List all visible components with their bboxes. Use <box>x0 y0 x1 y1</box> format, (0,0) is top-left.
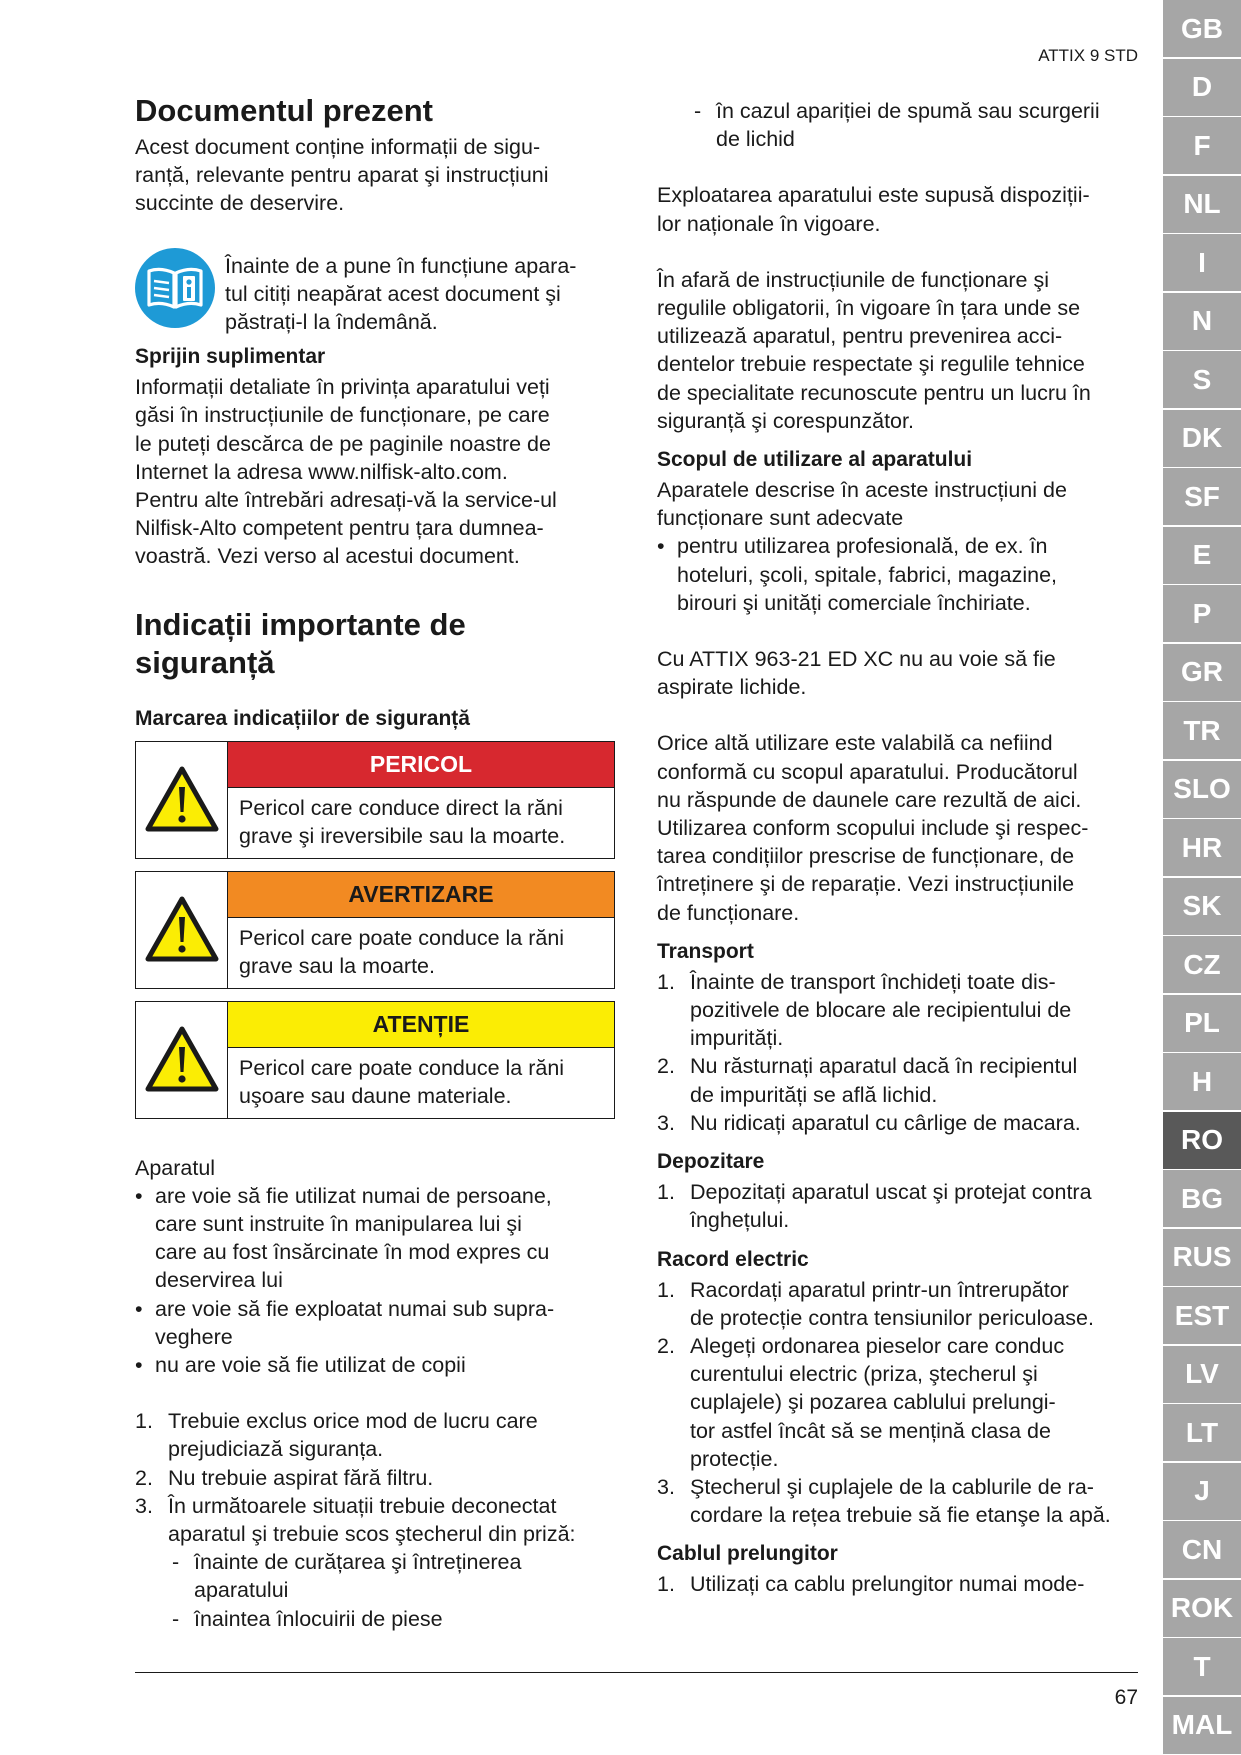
device-label: Aparatul <box>135 1155 216 1180</box>
language-tab-hr[interactable]: HR <box>1163 819 1241 876</box>
purpose-list <box>657 532 1137 617</box>
signal-box-caution <box>135 1001 615 1119</box>
disconnect-situations-continued <box>690 97 1137 153</box>
intro-paragraph: Acest document conține informații de sigu- ranță, relevante pentru aparat şi instrucțiuni succinte de deservire. <box>135 135 549 216</box>
language-tab-ro[interactable]: RO <box>1163 1112 1241 1169</box>
language-tab-t[interactable]: T <box>1163 1638 1241 1695</box>
language-tab-e[interactable]: E <box>1163 527 1241 584</box>
read-manual-text: Înainte de a pune în funcțiune apara- tul citiți neapărat acest document şi păstrați-l la îndemână. <box>225 253 577 335</box>
language-tab-tr[interactable]: TR <box>1163 702 1241 759</box>
transport-heading: Transport <box>657 939 754 963</box>
read-manual-icon <box>135 248 215 328</box>
language-tab-rok[interactable]: ROK <box>1163 1580 1241 1637</box>
electric-heading: Racord electric <box>657 1247 809 1271</box>
cable-list <box>657 1570 1137 1598</box>
storage-heading: Depozitare <box>657 1150 765 1174</box>
language-tab-cz[interactable]: CZ <box>1163 936 1241 993</box>
list-item: • pentru utilizarea profesională, de ex. în hoteluri, şcoli, spitale, fabrici, magazine, birouri şi unități comerciale închiriate. <box>657 532 1137 617</box>
signal-box-danger <box>135 741 615 859</box>
language-tab-est[interactable]: EST <box>1163 1287 1241 1344</box>
accident-prevention-paragraph: În afară de instrucțiunile de funcționare şi regulile obligatorii, în vigoare în țara unde se utilizează aparatul, pentru prevenirea acci- dentelor trebuie respectate şi regulile tehnice de specialitate recunoscute pentru un lucru în siguranță şi corespunzător. <box>657 267 1091 433</box>
national-regulations-paragraph: Exploatarea aparatului este supusă dispoziții- lor naționale în vigoare. <box>657 183 1090 236</box>
list-item: 3. Nu ridicați aparatul cu cârlige de macara. <box>657 1110 1081 1135</box>
list-item: - în cazul apariției de spumă sau scurgerii de lichid <box>690 97 1137 153</box>
language-tab-lv[interactable]: LV <box>1163 1346 1241 1403</box>
purpose-intro: Aparatele descrise în aceste instrucțiuni de funcționare sunt adecvate <box>657 478 1067 531</box>
disconnect-situations-list <box>168 1548 615 1633</box>
language-tab-rus[interactable]: RUS <box>1163 1229 1241 1286</box>
list-item: 2. Nu trebuie aspirat fără filtru. <box>135 1465 434 1490</box>
list-item: - înainte de curățarea şi întreținerea aparatului <box>168 1548 615 1604</box>
list-item: 3. În următoarele situații trebuie deconectat aparatul şi trebuie scos ştecherul din priză: - înainte de curățarea şi întreținerea aparatului - înaintea înlocuirii de piese <box>135 1492 615 1633</box>
language-tab-s[interactable]: S <box>1163 351 1241 408</box>
language-tab-i[interactable]: I <box>1163 234 1241 291</box>
read-manual-note <box>135 252 615 337</box>
list-item: 1. Trebuie exclus orice mod de lucru care prejudiciază siguranța. <box>135 1409 538 1462</box>
marking-heading: Marcarea indicațiilor de siguranță <box>135 706 470 730</box>
warning-triangle-icon <box>136 742 228 858</box>
language-tab-d[interactable]: D <box>1163 59 1241 116</box>
signal-text-danger: Pericol care conduce direct la răni grave şi ireversibile sau la moarte. <box>239 795 566 848</box>
page-number: 67 <box>1114 1686 1138 1709</box>
list-item: 2. Alegeți ordonarea pieselor care conduc curentului electric (priza, ştecherul şi cuplajele) şi pozarea cablului prelungi- tor astfel încât să se mențină clasa de protecție. <box>657 1333 1065 1471</box>
liquids-paragraph: Cu ATTIX 963-21 ED XC nu au voie să fie aspirate lichide. <box>657 647 1056 700</box>
support-heading: Sprijin suplimentar <box>135 345 326 369</box>
list-item: 1. Racordați aparatul printr-un întrerupător de protecție contra tensiunilor periculoase. <box>657 1277 1094 1330</box>
signal-box-warning <box>135 871 615 989</box>
warning-triangle-icon <box>136 1002 228 1118</box>
warning-triangle-icon <box>136 872 228 988</box>
language-tab-pl[interactable]: PL <box>1163 995 1241 1052</box>
device-rules-list <box>135 1182 615 1379</box>
signal-label-warning: AVERTIZARE <box>228 872 614 918</box>
transport-list <box>657 968 1137 1137</box>
signal-word-boxes <box>135 741 615 1119</box>
title-document: Documentul prezent <box>135 93 433 128</box>
title-safety: Indicații importante de siguranță <box>135 606 466 680</box>
list-item: • nu are voie să fie utilizat de copii <box>135 1351 615 1379</box>
language-tab-bg[interactable]: BG <box>1163 1170 1241 1227</box>
language-tab-j[interactable]: J <box>1163 1463 1241 1520</box>
right-column <box>657 97 1137 1599</box>
purpose-heading: Scopul de utilizare al aparatului <box>657 448 973 472</box>
signal-label-caution: ATENȚIE <box>228 1002 614 1048</box>
list-item: 1. Depozitați aparatul uscat şi protejat contra înghețului. <box>657 1180 1092 1233</box>
list-item: 3. Ştecherul şi cuplajele de la cablurile de ra- cordare la rețea trebuie să fie etanşe la apă. <box>657 1474 1111 1528</box>
language-tab-mal[interactable]: MAL <box>1163 1697 1241 1754</box>
language-tab-slo[interactable]: SLO <box>1163 761 1241 818</box>
model-header: ATTIX 9 STD <box>1038 46 1138 65</box>
storage-list <box>657 1178 1137 1234</box>
language-tab-cn[interactable]: CN <box>1163 1521 1241 1578</box>
cable-heading: Cablul prelungitor <box>657 1542 838 1566</box>
language-tab-sf[interactable]: SF <box>1163 468 1241 525</box>
list-item: • are voie să fie exploatat numai sub supra- veghere <box>135 1295 615 1351</box>
electric-list <box>657 1276 1137 1530</box>
list-item: 1. Utilizați ca cablu prelungitor numai mode- <box>657 1572 1085 1597</box>
language-tab-n[interactable]: N <box>1163 293 1241 350</box>
safety-steps-list <box>135 1407 615 1633</box>
language-tab-h[interactable]: H <box>1163 1053 1241 1110</box>
language-tab-gr[interactable]: GR <box>1163 644 1241 701</box>
list-item: • are voie să fie utilizat numai de persoane, care sunt instruite în manipularea lui şi care au fost însărcinate în mod expres cu deservirea lui <box>135 1182 615 1295</box>
language-tab-gb[interactable]: GB <box>1163 0 1241 57</box>
list-item: - înaintea înlocuirii de piese <box>168 1605 615 1633</box>
signal-label-danger: PERICOL <box>228 742 614 788</box>
support-paragraph: Informații detaliate în privința aparatului veți găsi în instrucțiunile de funcționare, pe care le puteți descărca de pe paginile noastre de Internet la adresa www.nilfisk-alto.com. Pentru alte întrebări adresați-vă la service-ul Nilfisk-Alto competent pentru țara dumnea- voastră. Vezi verso al acestui document. <box>135 375 557 569</box>
signal-text-warning: Pericol care poate conduce la răni grave sau la moarte. <box>239 925 565 978</box>
language-tab-lt[interactable]: LT <box>1163 1404 1241 1461</box>
list-item: 1. Înainte de transport închideți toate dis- pozitivele de blocare ale recipientului de impurități. <box>657 969 1072 1051</box>
list-item: 2. Nu răsturnați aparatul dacă în recipientul de impurități se află lichid. <box>657 1054 1078 1107</box>
signal-text-caution: Pericol care poate conduce la răni uşoare sau daune materiale. <box>239 1055 565 1108</box>
misuse-paragraph: Orice altă utilizare este valabilă ca nefiind conformă cu scopul aparatului. Producătorul nu răspunde de daunele care rezultă de aici. Utilizarea conform scopului include şi respec- tarea condițiilor prescrise de funcționare, de întreținere şi de reparație. Vezi instrucțiunile de funcționare. <box>657 731 1089 925</box>
language-tabs <box>1163 0 1241 1755</box>
language-tab-sk[interactable]: SK <box>1163 878 1241 935</box>
language-tab-nl[interactable]: NL <box>1163 176 1241 233</box>
language-tab-dk[interactable]: DK <box>1163 410 1241 467</box>
language-tab-p[interactable]: P <box>1163 585 1241 642</box>
left-column <box>135 93 615 1633</box>
language-tab-f[interactable]: F <box>1163 117 1241 174</box>
footer-divider <box>135 1672 1138 1673</box>
